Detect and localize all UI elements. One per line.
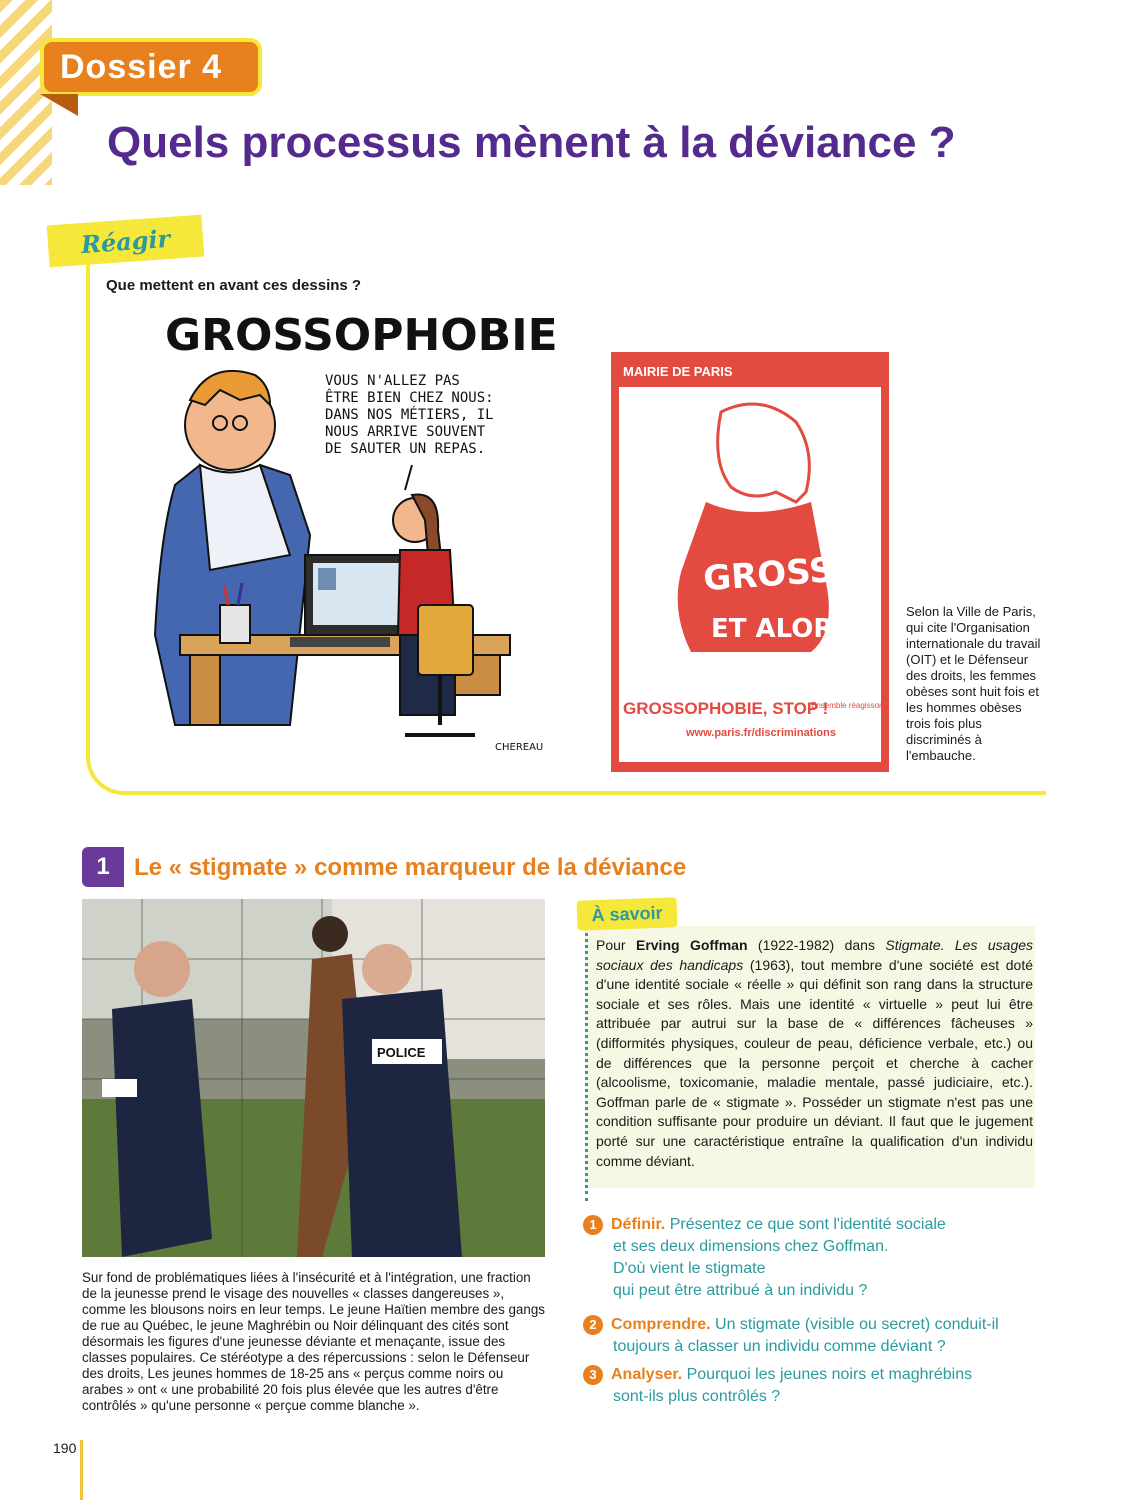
question-line: Présentez ce que sont l'identité sociale bbox=[669, 1216, 946, 1233]
question-line: toujours à classer un individu comme déviant ? bbox=[613, 1338, 946, 1355]
poster-slogan-small: Ensemble réagissons bbox=[811, 701, 888, 710]
police-label: POLICE bbox=[377, 1045, 426, 1060]
section-number: 1 bbox=[82, 847, 124, 887]
question-verb: Définir. bbox=[611, 1216, 666, 1233]
mairie-paris-poster bbox=[611, 352, 889, 772]
question-verb: Analyser. bbox=[611, 1366, 683, 1383]
dossier-fold bbox=[40, 94, 78, 116]
dossier-label: Dossier 4 bbox=[40, 38, 262, 96]
page-bar bbox=[80, 1440, 83, 1500]
poster-caption: Selon la Ville de Paris, qui cite l'Organisation internationale du travail (OIT) et le Défenseur des droits, les femmes obèses sont huit fois et les hommes obèses trois fois plus discriminés à l'embauche. bbox=[906, 604, 1041, 763]
grossophobie-cartoon bbox=[120, 305, 560, 765]
savoir-p2: (1922-1982) dans bbox=[747, 937, 886, 953]
question-number: 2 bbox=[583, 1315, 603, 1335]
savoir-p1: Pour bbox=[596, 937, 636, 953]
bubble-line-5: DE SAUTER UN REPAS. bbox=[325, 441, 486, 457]
page-title: Quels processus mènent à la déviance ? bbox=[107, 118, 956, 167]
bubble-line-3: DANS NOS MÉTIERS, IL bbox=[325, 407, 494, 423]
question-2 bbox=[583, 1314, 999, 1358]
bubble-line-2: ÊTRE BIEN CHEZ NOUS: bbox=[325, 390, 494, 406]
question-line: et ses deux dimensions chez Goffman. bbox=[613, 1238, 889, 1255]
savoir-tag: À savoir bbox=[577, 897, 678, 930]
cartoon-signature: CHEREAU bbox=[495, 742, 544, 753]
question-1 bbox=[583, 1214, 946, 1302]
savoir-dotted-rule bbox=[585, 926, 588, 1201]
question-line: qui peut être attribué à un individu ? bbox=[613, 1282, 868, 1299]
question-line: Un stigmate (visible ou secret) conduit-il bbox=[715, 1316, 999, 1333]
question-verb: Comprendre. bbox=[611, 1316, 711, 1333]
page-number: 190 bbox=[53, 1440, 77, 1456]
poster-slogan: GROSSOPHOBIE, STOP ! bbox=[623, 699, 829, 718]
reagir-tag: Réagir bbox=[47, 215, 205, 268]
bubble-line-1: VOUS N'ALLEZ PAS bbox=[325, 373, 460, 389]
question-number: 1 bbox=[583, 1215, 603, 1235]
question-line: D'où vient le stigmate bbox=[613, 1260, 766, 1277]
savoir-p3: (1963), tout membre d'une société est doté d'une identité sociale « réelle » qui définit son rang dans la structure sociale et ses rôles. Mais une identité « virtuelle » peut lui être attribuée par autrui sur la base de « différences fâcheuses » (difformités physiques, couleur de peau, déficience verbale, etc.) ou de différences que la personne perçoit et cherche à cacher (alcoolisme, toxicomanie, maladie mentale, passé judiciaire, etc.). Goffman parle de « stigmate ». Posséder un stigmate n'est pas une condition suffisante pour produire un déviant. Il faut que le jugement porté sur une caractéristique entraîne la qualification d'un individu comme déviant. bbox=[596, 956, 1033, 1169]
question-3 bbox=[583, 1364, 972, 1408]
bubble-line-4: NOUS ARRIVE SOUVENT bbox=[325, 424, 486, 440]
savoir-text bbox=[596, 936, 1033, 1171]
reagir-question: Que mettent en avant ces dessins ? bbox=[106, 277, 362, 294]
question-line: Pourquoi les jeunes noirs et maghrébins bbox=[686, 1366, 973, 1383]
question-number: 3 bbox=[583, 1365, 603, 1385]
poster-url: www.paris.fr/discriminations bbox=[686, 727, 836, 739]
police-photo bbox=[82, 899, 545, 1257]
question-line: sont-ils plus contrôlés ? bbox=[613, 1388, 781, 1405]
poster-header: MAIRIE DE PARIS bbox=[623, 364, 733, 379]
cartoon-title: GROSSOPHOBIE bbox=[165, 310, 558, 361]
savoir-author: Erving Goffman bbox=[635, 937, 748, 953]
photo-caption: Sur fond de problématiques liées à l'insécurité et à l'intégration, une fraction de la jeunesse prend le visage des nouvelles « classes dangereuses », comme les blousons noirs en leur temps. Le jeune Haïtien membre des gangs de rue au Québec, le jeune Maghrébin ou Noir délinquant des cités sont désormais les figures d'une jeunesse déviante et menaçante, issue des classes populaires. Ce stéréotype a des répercussions : selon le Défenseur des droits, Les jeunes hommes de 18-25 ans « perçus comme noirs ou arabes » ont « une probabilité 20 fois plus élevée que les autres d'être contrôlés » qu'une personne « perçue comme blanche ». bbox=[82, 1270, 545, 1413]
savoir-book: Stigmate. Les usages sociaux des handicaps bbox=[596, 937, 1034, 973]
poster-shirt-line2: ET ALORS ! bbox=[711, 614, 874, 644]
police-patch-1 bbox=[102, 1079, 137, 1097]
section-title: Le « stigmate » comme marqueur de la déviance bbox=[134, 854, 687, 881]
poster-shirt-line1: GROSSE bbox=[702, 548, 859, 600]
